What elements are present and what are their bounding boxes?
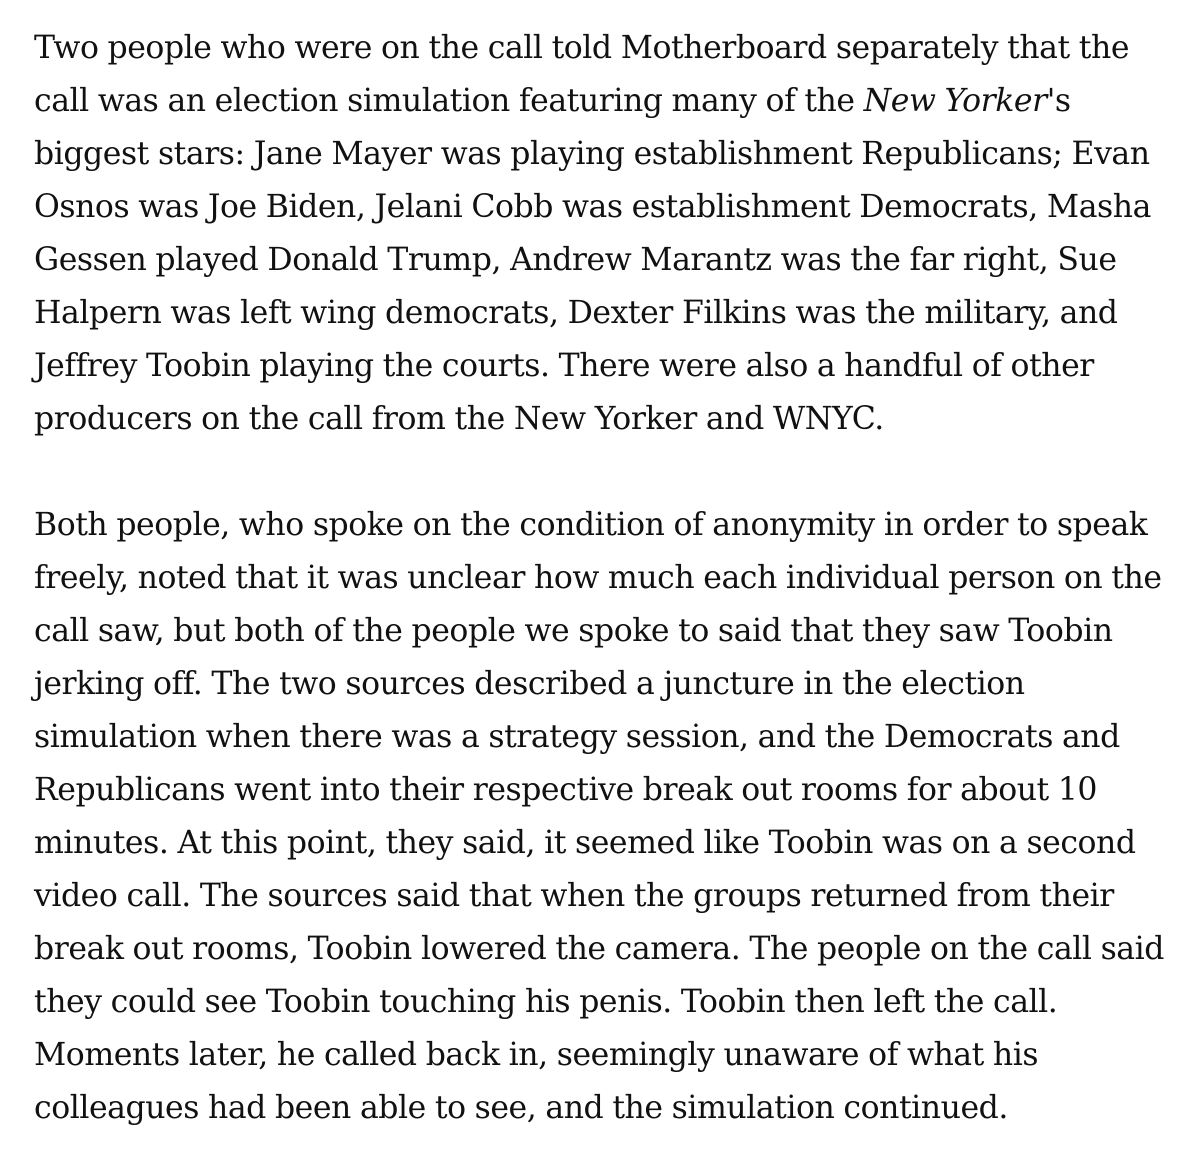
article-body [34, 22, 1184, 1135]
paragraph-1 [34, 22, 1184, 446]
paragraph-1-text-start: Two people who were on the call told Motherboard separately that the call was an election simulation featuring many of the [34, 30, 1130, 119]
paragraph-1-text-end: 's biggest stars: Jane Mayer was playing establishment Republicans; Evan Osnos was Joe Biden, Jelani Cobb was establishment Democrats, Masha Gessen played Donald Trump, Andrew Marantz was the far right, Sue Halpern was left wing democrats, Dexter Filkins was the military, and Jeffrey Toobin playing the courts. There were also a handful of other producers on the call from the New Yorker and WNYC. [34, 83, 1151, 437]
publication-name-italic: New Yorker [863, 83, 1047, 119]
paragraph-2: Both people, who spoke on the condition of anonymity in order to speak freely, noted that it was unclear how much each individual person on the call saw, but both of the people we spoke to said that they saw Toobin jerking off. The two sources described a juncture in the election simulation when there was a strategy session, and the Democrats and Republicans went into their respective break out rooms for about 10 minutes. At this point, they said, it seemed like Toobin was on a second video call. The sources said that when the groups returned from their break out rooms, Toobin lowered the camera. The people on the call said they could see Toobin touching his penis. Toobin then left the call. Moments later, he called back in, seemingly unaware of what his colleagues had been able to see, and the simulation continued. [34, 507, 1164, 1126]
